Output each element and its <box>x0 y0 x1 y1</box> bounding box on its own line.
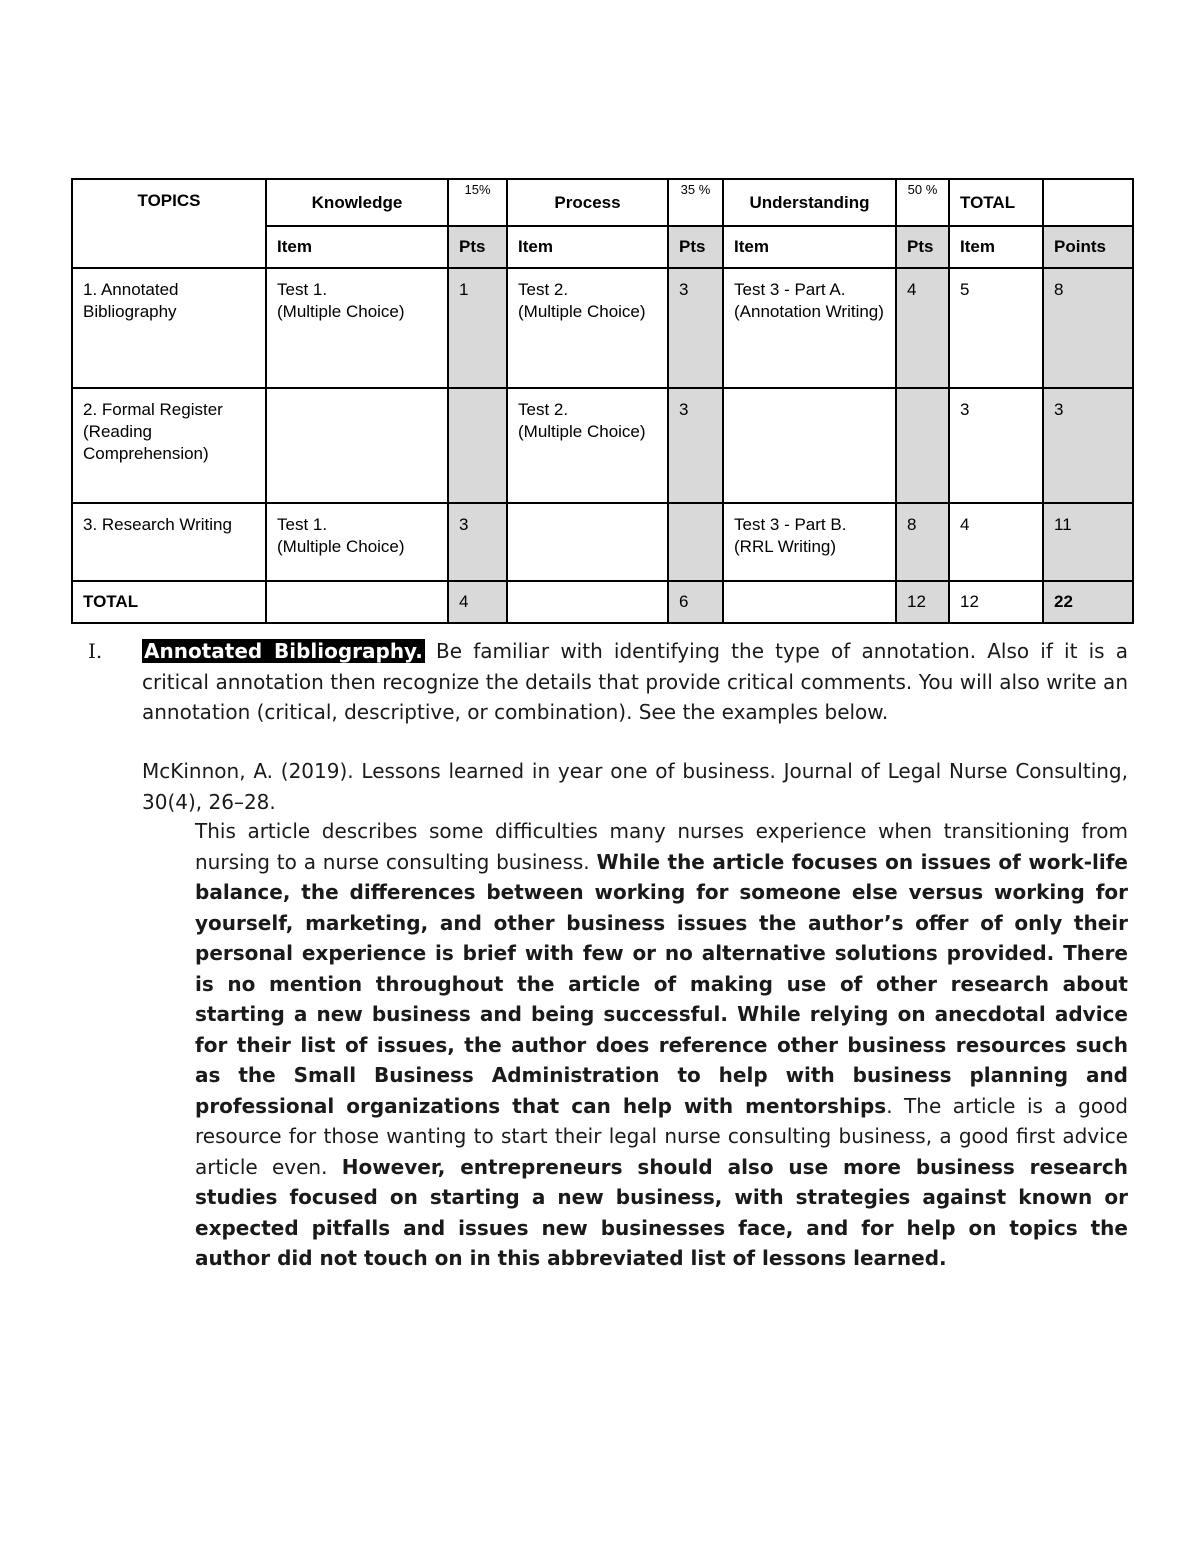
knowledge-item-cell <box>266 268 448 388</box>
item-line: Test 1. <box>277 515 328 534</box>
knowledge-percent: 15% <box>448 179 507 226</box>
process-item-cell <box>507 503 668 581</box>
total-item-cell: 3 <box>949 388 1043 503</box>
header-row-1 <box>72 179 1133 226</box>
total-item-header: Item <box>949 226 1043 268</box>
citation: McKinnon, A. (2019). Lessons learned in year one of business. Journal of Legal Nurse Consulting, 30(4), 26–28. <box>142 759 1128 814</box>
item-line: Test 3 - Part B. <box>734 515 847 534</box>
blank-header <box>1043 179 1133 226</box>
total-process-pts: 6 <box>668 581 723 623</box>
annotation-critical-text: While the article focuses on issues of work-life balance, the differences between working for someone else versus working for yourself, marketing, and other business issues the author’s offer of only their personal experience is brief with few or no alternative solutions provided. There is no mention throughout the article of making use of other research about starting a new business and being successful. While relying on anecdotal advice for their list of issues, the author does reference other business resources such as the Small Business Administration to help with business planning and professional organizations that can help with mentorships <box>195 849 1128 1118</box>
annotation-critical-text: However, entrepreneurs should also use more business research studies focused on starting a new business, with strategies against known or expected pitfalls and issues new businesses face, and for help on topics the author did not touch on in this abbreviated list of lessons learned. <box>195 1154 1128 1270</box>
total-knowledge-pts: 4 <box>448 581 507 623</box>
total-item-cell: 5 <box>949 268 1043 388</box>
topic-cell: 2. Formal Register (Reading Comprehension) <box>72 388 266 503</box>
item-line: (Multiple Choice) <box>518 302 646 321</box>
total-process-item <box>507 581 668 623</box>
points-cell: 8 <box>1043 268 1133 388</box>
knowledge-header: Knowledge <box>266 179 448 226</box>
item-line: (Annotation Writing) <box>734 302 884 321</box>
item-line: Test 2. <box>518 400 569 419</box>
understanding-item-cell <box>723 268 896 388</box>
process-item-header: Item <box>507 226 668 268</box>
section-intro-text: Be familiar with identifying the type of annotation. Also if it is a critical annotation then recognize the details that provide critical comments. You will also write an annotation (critical, descriptive, or combination). See the examples below. <box>142 639 1129 724</box>
understanding-pts-cell <box>896 388 949 503</box>
understanding-pts-header: Pts <box>896 226 949 268</box>
points-header: Points <box>1043 226 1133 268</box>
annotation-text: . The article is a good resource for those wanting to start their legal nurse consulting business, a good first advice article even. <box>195 1093 1129 1179</box>
item-line: (RRL Writing) <box>734 537 837 556</box>
understanding-item-header: Item <box>723 226 896 268</box>
total-knowledge-item <box>266 581 448 623</box>
understanding-header: Understanding <box>723 179 896 226</box>
knowledge-pts-cell <box>448 388 507 503</box>
item-line: Test 3 - Part A. <box>734 280 846 299</box>
total-label: TOTAL <box>72 581 266 623</box>
total-row <box>72 581 1133 623</box>
topic-cell: 3. Research Writing <box>72 503 266 581</box>
knowledge-pts-cell: 3 <box>448 503 507 581</box>
process-pts-header: Pts <box>668 226 723 268</box>
topic-cell: 1. Annotated Bibliography <box>72 268 266 388</box>
points-cell: 11 <box>1043 503 1133 581</box>
points-cell: 3 <box>1043 388 1133 503</box>
total-item-count: 12 <box>949 581 1043 623</box>
item-line: Test 1. <box>277 280 328 299</box>
process-pts-cell <box>668 503 723 581</box>
total-understanding-item <box>723 581 896 623</box>
item-line: (Multiple Choice) <box>518 422 646 441</box>
knowledge-item-header: Item <box>266 226 448 268</box>
knowledge-item-cell <box>266 503 448 581</box>
process-percent: 35 % <box>668 179 723 226</box>
process-item-cell <box>507 268 668 388</box>
total-header: TOTAL <box>949 179 1043 226</box>
understanding-item-cell <box>723 388 896 503</box>
total-item-cell: 4 <box>949 503 1043 581</box>
understanding-percent: 50 % <box>896 179 949 226</box>
process-pts-cell: 3 <box>668 268 723 388</box>
item-line: (Multiple Choice) <box>277 302 405 321</box>
annotation-example <box>195 816 1128 1274</box>
understanding-pts-cell: 8 <box>896 503 949 581</box>
process-item-cell <box>507 388 668 503</box>
knowledge-pts-header: Pts <box>448 226 507 268</box>
item-line: (Multiple Choice) <box>277 537 405 556</box>
table-row <box>72 388 1133 503</box>
knowledge-item-cell <box>266 388 448 503</box>
knowledge-pts-cell: 1 <box>448 268 507 388</box>
process-pts-cell: 3 <box>668 388 723 503</box>
table-of-specifications <box>71 178 1134 624</box>
process-header: Process <box>507 179 668 226</box>
understanding-pts-cell: 4 <box>896 268 949 388</box>
item-line: Test 2. <box>518 280 569 299</box>
topics-header: TOPICS <box>72 179 266 268</box>
total-points: 22 <box>1043 581 1133 623</box>
section-intro <box>142 636 1128 728</box>
section-title: Annotated Bibliography. <box>144 639 423 663</box>
section-number: I. <box>88 639 103 663</box>
table-row <box>72 503 1133 581</box>
total-understanding-pts: 12 <box>896 581 949 623</box>
table-row <box>72 268 1133 388</box>
understanding-item-cell <box>723 503 896 581</box>
annotation-text: This article describes some difficulties many nurses experience when transitioning from nursing to a nurse consulting business. <box>195 819 1128 874</box>
